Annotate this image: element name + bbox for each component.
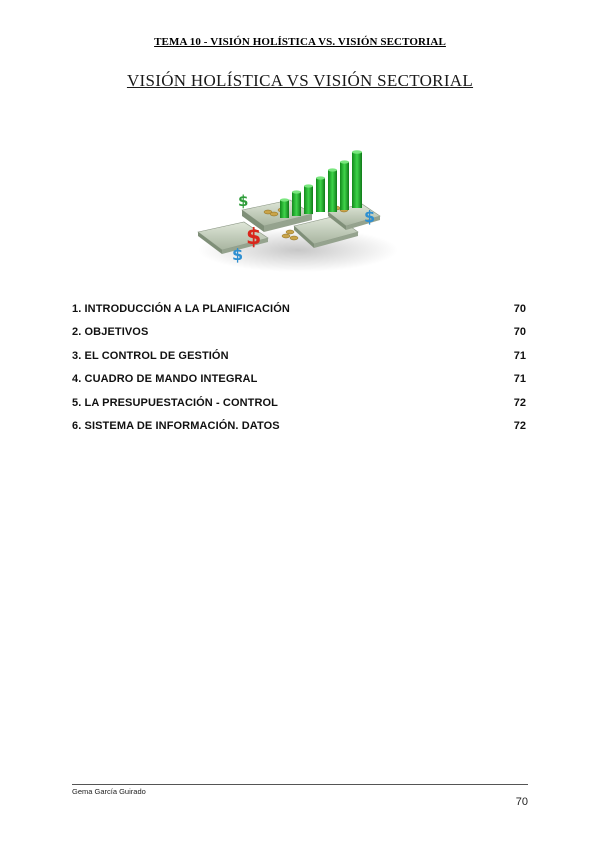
toc-entry[interactable] xyxy=(72,420,528,443)
svg-text:$: $ xyxy=(246,225,262,250)
toc-entry-label: 6. SISTEMA DE INFORMACIÓN. DATOS xyxy=(72,419,280,432)
footer-divider xyxy=(72,784,528,785)
toc-entry-page: 72 xyxy=(513,396,526,409)
footer-author: Gema García Guirado xyxy=(72,787,146,796)
toc-entry-page: 70 xyxy=(513,326,526,339)
toc-entry-page: 72 xyxy=(513,419,526,432)
running-header: TEMA 10 - VISIÓN HOLÍSTICA VS. VISIÓN SECTORIAL xyxy=(154,36,446,48)
svg-text:$: $ xyxy=(364,207,376,226)
toc-entry[interactable] xyxy=(72,350,528,373)
svg-text:$: $ xyxy=(238,192,249,210)
toc-entry-label: 4. CUADRO DE MANDO INTEGRAL xyxy=(72,373,258,386)
footer-page-number: 70 xyxy=(515,796,528,808)
table-of-contents xyxy=(72,303,528,443)
toc-entry[interactable] xyxy=(72,397,528,420)
toc-entry-page: 70 xyxy=(513,303,526,315)
toc-entry[interactable] xyxy=(72,303,528,326)
toc-entry-page: 71 xyxy=(513,349,526,362)
toc-entry[interactable] xyxy=(72,326,528,349)
toc-entry-label: 3. EL CONTROL DE GESTIÓN xyxy=(72,349,229,362)
toc-entry-page: 71 xyxy=(513,373,526,386)
toc-entry-label: 5. LA PRESUPUESTACIÓN - CONTROL xyxy=(72,396,278,409)
toc-entry-label: 1. INTRODUCCIÓN A LA PLANIFICACIÓN xyxy=(72,303,290,315)
page-title: VISIÓN HOLÍSTICA VS VISIÓN SECTORIAL xyxy=(126,71,474,90)
svg-text:$: $ xyxy=(232,245,244,264)
toc-entry-label: 2. OBJETIVOS xyxy=(72,326,149,339)
toc-entry[interactable] xyxy=(72,373,528,396)
growth-chart-money-icon xyxy=(186,140,412,280)
